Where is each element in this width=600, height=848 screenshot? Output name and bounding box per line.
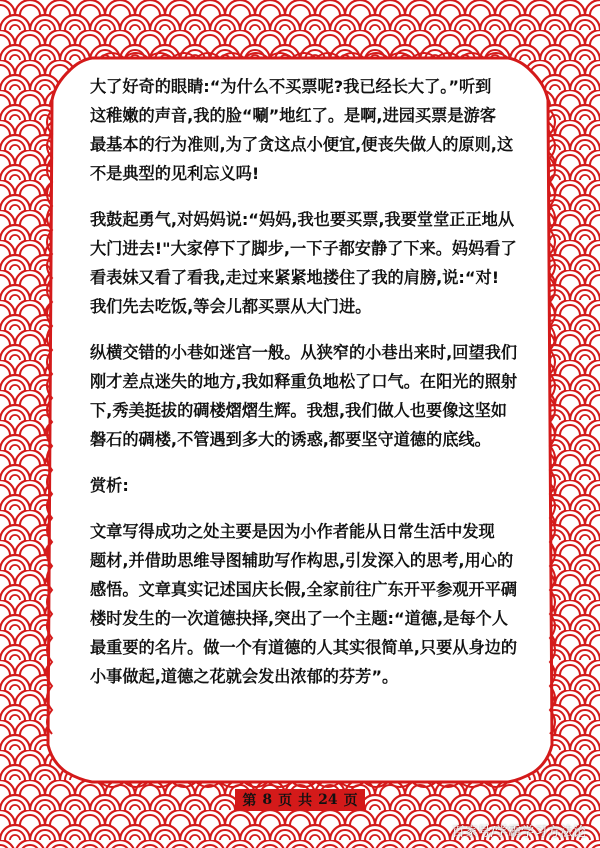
footer-ye-2: 页 (343, 793, 358, 809)
article-body (90, 72, 520, 708)
text-line: 大门进去!"大家停下了脚步,一下子都安静了下来。妈妈看了 (90, 239, 517, 258)
text-line: 最重要的名片。做一个有道德的人其实很简单,只要从身边的 (90, 638, 518, 657)
text-line: 题材,并借助思维导图辅助写作构思,引发深入的思考,用心的 (90, 551, 514, 570)
text-line: 最基本的行为准则,为了贪这点小便宜,便丧失做人的原则,这 (90, 135, 514, 154)
page-number-footer (235, 789, 365, 811)
footer-current-page: 8 (262, 792, 273, 808)
text-line: 这稚嫩的声音,我的脸“唰”地红了。是啊,进园买票是游客 (90, 106, 496, 125)
text-line: 我鼓起勇气,对妈妈说:“妈妈,我也要买票,我要堂堂正正地从 (90, 210, 515, 229)
text-line: 下,秀美挺拔的碉楼熠熠生辉。我想,我们做人也要像这坚如 (90, 401, 507, 420)
watermark: 百家号/学霸学习方法论 (451, 825, 586, 840)
text-line: 楼时发生的一次道德抉择,突出了一个主题:“道德,是每个人 (90, 609, 508, 628)
text-line: 不是典型的见利忘义吗! (90, 164, 260, 183)
paragraph-appreciation (90, 517, 520, 691)
text-line: 磐石的碉楼,不管遇到多大的诱惑,都要坚守道德的底线。 (90, 430, 491, 449)
footer-di: 第 (242, 793, 257, 809)
text-line: 感悟。文章真实记述国庆长假,全家前往广东开平参观开平碉 (90, 580, 518, 599)
text-line: 文章写得成功之处主要是因为小作者能从日常生活中发现 (90, 522, 495, 541)
footer-total-pages: 24 (318, 792, 338, 808)
paragraph-3 (90, 338, 520, 454)
text-line: 刚才差点迷失的地方,我如释重负地松了口气。在阳光的照射 (90, 372, 518, 391)
text-line: 纵横交错的小巷如迷宫一般。从狭窄的小巷出来时,回望我们 (90, 343, 518, 362)
footer-gong: 共 (298, 793, 313, 809)
text-line: 看表妹又看了看我,走过来紧紧地搂住了我的肩膀,说:“对! (90, 268, 500, 287)
footer-ye: 页 (278, 793, 293, 809)
text-line: 赏析: (90, 476, 129, 495)
text-line: 大了好奇的眼睛:“为什么不买票呢?我已经长大了。”听到 (90, 77, 492, 96)
text-line: 我们先去吃饭,等会儿都买票从大门进。 (90, 297, 372, 316)
paragraph-1 (90, 72, 520, 188)
appreciation-heading (90, 471, 520, 500)
text-line: 小事做起,道德之花就会发出浓郁的芬芳”。 (90, 667, 399, 686)
paragraph-2 (90, 205, 520, 321)
